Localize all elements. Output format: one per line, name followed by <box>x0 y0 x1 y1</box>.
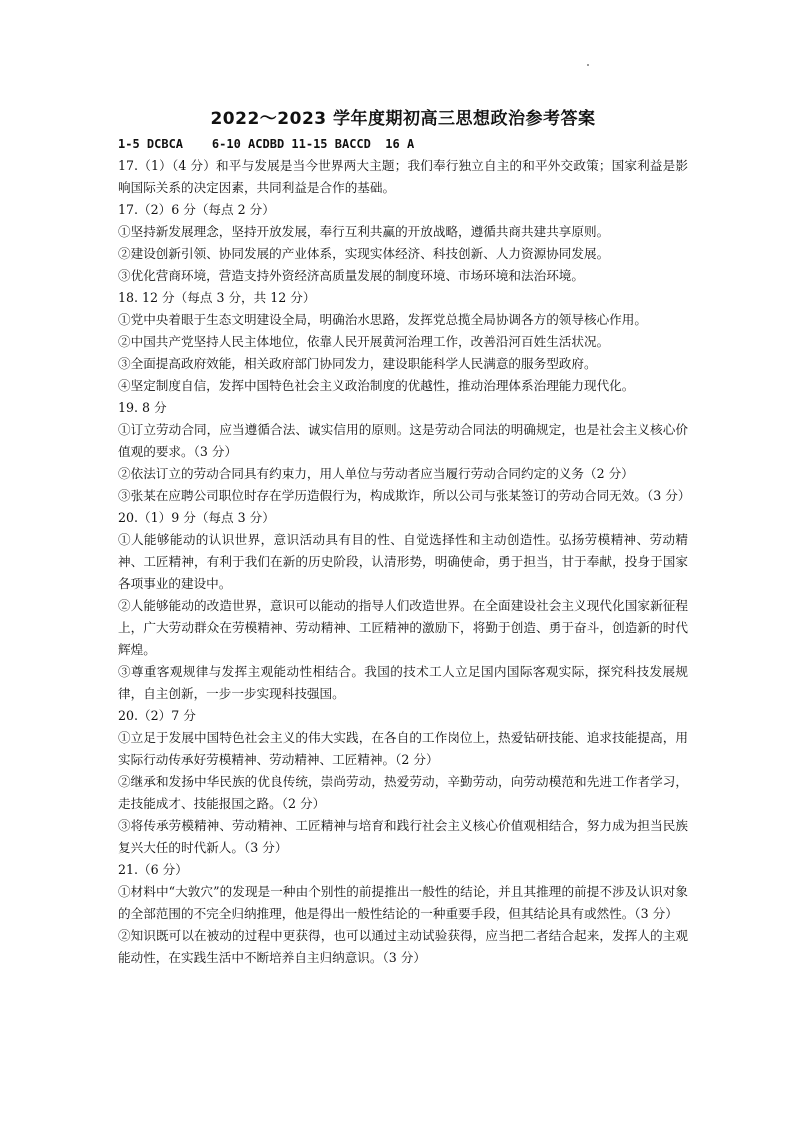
page-title: 2022～2023 学年度期初高三思想政治参考答案 <box>210 109 596 129</box>
q20-1-heading: 20.（1）9 分（每点 3 分） <box>118 510 275 525</box>
q20-1-point-2: ②人能够能动的改造世界，意识可以能动的指导人们改造世界。在全面建设社会主义现代化国家新征程上，广大劳动群众在劳模精神、劳动精神、工匠精神的激励下，将勤于创造、勇于奋斗，创造新的时代辉煌。 <box>118 598 688 657</box>
q20-2-heading: 20.（2）7 分 <box>118 708 196 723</box>
q19-point-1: ①订立劳动合同，应当遵循合法、诚实信用的原则。这是劳动合同法的明确规定，也是社会主义核心价值观的要求。（3 分） <box>118 422 688 459</box>
q20-1-point-1: ①人能够能动的认识世界，意识活动具有目的性、自觉选择性和主动创造性。弘扬劳模精神、劳动精神、工匠精神，有利于我们在新的历史阶段，认清形势，明确使命，勇于担当，甘于奉献，投身于国家各项事业的建设中。 <box>118 532 688 591</box>
q20-2-point-2: ②继承和发扬中华民族的优良传统，崇尚劳动，热爱劳动，辛勤劳动，向劳动模范和先进工作者学习，走技能成才、技能报国之路。（2 分） <box>118 774 688 811</box>
q20-2-point-3: ③将传承劳模精神、劳动精神、工匠精神与培育和践行社会主义核心价值观相结合，努力成为担当民族复兴大任的时代新人。（3 分） <box>118 818 688 855</box>
q18-heading: 18. 12 分（每点 3 分，共 12 分） <box>118 290 316 305</box>
q17-2-heading: 17.（2）6 分（每点 2 分） <box>118 202 275 217</box>
q19-point-3: ③张某在应聘公司职位时存在学历造假行为，构成欺诈，所以公司与张某签订的劳动合同无效。（3 分） <box>118 488 691 503</box>
answer-sheet <box>118 104 691 969</box>
q21-point-1: ①材料中“大敦穴”的发现是一种由个别性的前提推出一般性的结论，并且其推理的前提不涉及认识对象的全部范围的不完全归纳推理，他是得出一般性结论的一种重要手段，但其结论具有或然性。（3 分） <box>118 884 688 921</box>
scan-dot <box>587 64 589 66</box>
q17-2-point-2: ②建设创新引领、协同发展的产业体系，实现实体经济、科技创新、人力资源协同发展。 <box>118 246 610 261</box>
q17-2-point-1: ①坚持新发展理念，坚持开放发展，奉行互利共赢的开放战略，遵循共商共建共享原则。 <box>118 224 610 239</box>
q20-2-point-1: ①立足于发展中国特色社会主义的伟大实践，在各自的工作岗位上，热爱钻研技能、追求技能提高，用实际行动传承好劳模精神、劳动精神、工匠精神。（2 分） <box>118 730 688 767</box>
q18-point-1: ①党中央着眼于生态文明建设全局，明确治水思路，发挥党总揽全局协调各方的领导核心作用。 <box>118 312 647 327</box>
q19-heading: 19. 8 分 <box>118 400 167 415</box>
q21-heading: 21.（6 分） <box>118 862 188 877</box>
choice-answers: 1-5 DCBCA 6-10 ACDBD 11-15 BACCD 16 A <box>118 137 415 151</box>
q20-1-point-3: ③尊重客观规律与发挥主观能动性相结合。我国的技术工人立足国内国际客观实际，探究科技发展规律，自主创新，一步一步实现科技强国。 <box>118 664 688 701</box>
q18-point-2: ②中国共产党坚持人民主体地位，依靠人民开展黄河治理工作，改善沿河百姓生活状况。 <box>118 334 610 349</box>
q17-2-point-3: ③优化营商环境，营造支持外资经济高质量发展的制度环境、市场环境和法治环境。 <box>118 268 584 283</box>
q17-1-answer: 17.（1）（4 分）和平与发展是当今世界两大主题；我们奉行独立自主的和平外交政策；国家利益是影响国际关系的决定因素，共同利益是合作的基础。 <box>118 158 688 195</box>
q21-point-2: ②知识既可以在被动的过程中更获得，也可以通过主动试验获得，应当把二者结合起来，发挥人的主观能动性，在实践生活中不断培养自主归纳意识。（3 分） <box>118 928 688 965</box>
q18-point-4: ④坚定制度自信，发挥中国特色社会主义政治制度的优越性，推动治理体系治理能力现代化。 <box>118 378 635 393</box>
q18-point-3: ③全面提高政府效能，相关政府部门协同发力，建设职能科学人民满意的服务型政府。 <box>118 356 597 371</box>
q19-point-2: ②依法订立的劳动合同具有约束力，用人单位与劳动者应当履行劳动合同约定的义务（2 分） <box>118 466 634 481</box>
